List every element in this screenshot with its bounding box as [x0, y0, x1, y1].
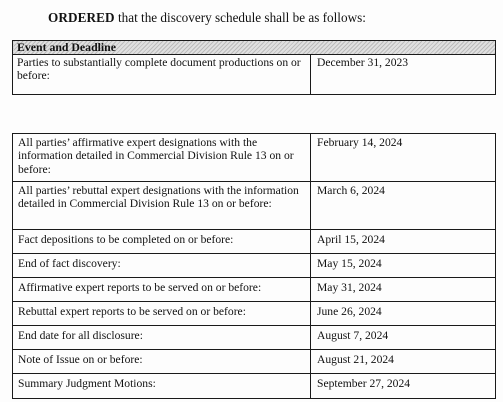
- deadline-cell: February 14, 2024: [311, 134, 496, 182]
- event-cell: Summary Judgment Motions:: [13, 374, 311, 399]
- discovery-schedule-table: [12, 133, 496, 399]
- deadline-cell: June 26, 2024: [311, 302, 496, 326]
- table-row: [13, 302, 496, 326]
- deadline-cell: May 15, 2024: [311, 254, 496, 278]
- event-cell: All parties’ affirmative expert designations with the information detailed in Commercial Division Rule 13 on or before:: [13, 134, 311, 182]
- event-cell: Rebuttal expert reports to be served on or before:: [13, 302, 311, 326]
- table-row: [13, 278, 496, 302]
- deadline-cell: September 27, 2024: [311, 374, 496, 399]
- event-cell: All parties’ rebuttal expert designations with the information detailed in Commercial Division Rule 13 on or before:: [13, 182, 311, 230]
- deadline-cell: August 7, 2024: [311, 326, 496, 350]
- deadline-cell: August 21, 2024: [311, 350, 496, 374]
- table-header-cell: Event and Deadline: [13, 41, 496, 55]
- deadline-cell: April 15, 2024: [311, 230, 496, 254]
- deadline-cell: May 31, 2024: [311, 278, 496, 302]
- table-row: [13, 134, 496, 182]
- order-heading-text: that the discovery schedule shall be as follows:: [114, 10, 366, 25]
- event-cell: Note of Issue on or before:: [13, 350, 311, 374]
- table-row: [13, 350, 496, 374]
- event-cell: Parties to substantially complete document productions on or before:: [13, 55, 311, 95]
- table-row: [13, 254, 496, 278]
- table-row: [13, 374, 496, 399]
- table-row: [13, 326, 496, 350]
- event-cell: Fact depositions to be completed on or before:: [13, 230, 311, 254]
- table-row: [13, 230, 496, 254]
- order-heading: [48, 10, 366, 26]
- event-cell: End date for all disclosure:: [13, 326, 311, 350]
- deadline-cell: December 31, 2023: [311, 55, 496, 95]
- event-cell: End of fact discovery:: [13, 254, 311, 278]
- deadline-cell: March 6, 2024: [311, 182, 496, 230]
- table-row: [13, 55, 496, 95]
- event-cell: Affirmative expert reports to be served on or before:: [13, 278, 311, 302]
- ordered-keyword: ORDERED: [48, 10, 115, 25]
- table-header-row: [13, 41, 496, 55]
- table-row: [13, 182, 496, 230]
- document-production-table: [12, 40, 496, 95]
